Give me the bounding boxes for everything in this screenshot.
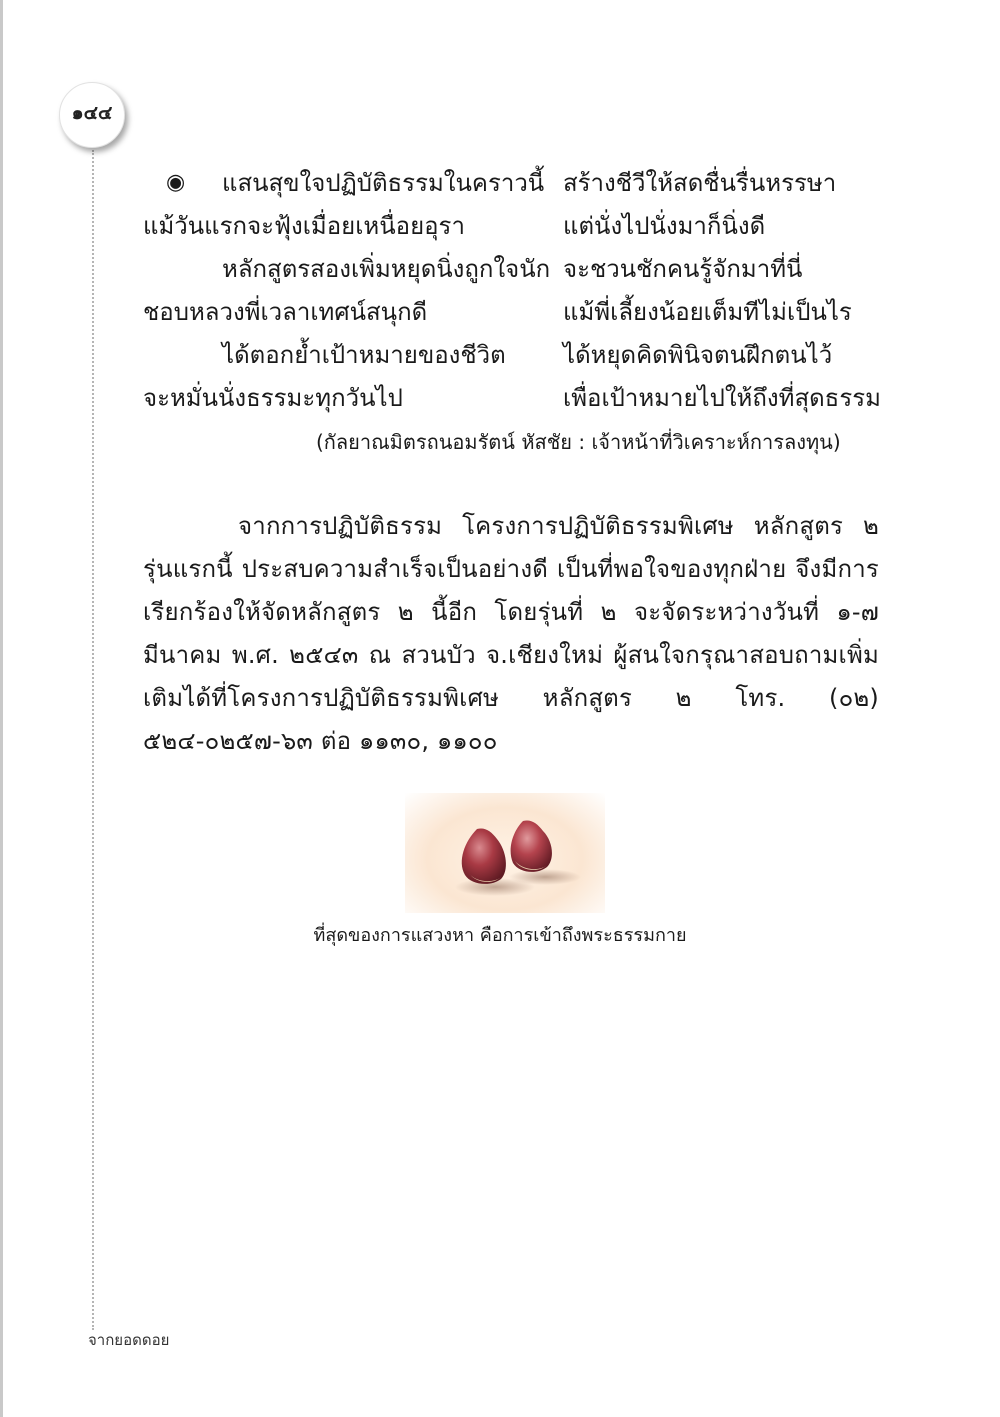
poem-line-1-left: แสนสุขใจปฏิบัติธรรมในคราวนี้ xyxy=(222,169,545,197)
body-paragraph: จากการปฏิบัติธรรม โครงการปฏิบัติธรรมพิเศษ หลักสูตร ๒ รุ่นแรกนี้ ประสบความสำเร็จเป็นอย่างดี เป็นที่พอใจของทุกฝ่าย จึงมีการเรียกร้องให้จัดหลักสูตร ๒ นี้อีก โดยรุ่นที่ ๒ จะจัดระหว่างวันที่ ๑-๗ มีนาคม พ.ศ. ๒๕๔๓ ณ สวนบัว จ.เชียงใหม่ ผู้สนใจกรุณาสอบถามเพิ่มเติมได้ที่โครงการปฏิบัติธรรมพิเศษ หลักสูตร ๒ โทร. (๐๒) ๕๒๔-๐๒๕๗-๖๓ ต่อ ๑๑๓๐, ๑๑๐๐ xyxy=(143,512,879,755)
poem-attribution: (กัลยาณมิตรถนอมรัตน์ หัสชัย : เจ้าหน้าที่วิเคราะห์การลงทุน) xyxy=(316,430,841,454)
poem-line-2-right: แต่นั่งไปนั่งมาก็นิ่งดี xyxy=(563,212,766,240)
image-caption: ที่สุดของการแสวงหา คือการเข้าถึงพระธรรมกาย xyxy=(313,925,687,946)
page-number-badge xyxy=(59,82,125,148)
poem-line-5-left: ได้ตอกย้ำเป้าหมายของชีวิต xyxy=(222,341,506,369)
footer-book-title: จากยอดดอย xyxy=(88,1331,170,1349)
lotus-buds-illustration xyxy=(405,793,605,913)
page-number: ๑๔๔ xyxy=(71,102,113,124)
poem-line-5-right: ได้หยุดคิดพินิจตนฝึกตนไว้ xyxy=(563,341,833,369)
margin-dotted-rule xyxy=(92,150,94,1330)
poem-line-3-left: หลักสูตรสองเพิ่มหยุดนิ่งถูกใจนัก xyxy=(222,255,551,283)
poem-line-6-right: เพื่อเป้าหมายไปให้ถึงที่สุดธรรม xyxy=(563,384,881,412)
poem-line-1-right: สร้างชีวีให้สดชื่นรื่นหรรษา xyxy=(563,169,837,197)
poem-line-6-left: จะหมั่นนั่งธรรมะทุกวันไป xyxy=(143,384,403,412)
poem-line-4-left: ชอบหลวงพี่เวลาเทศน์สนุกดี xyxy=(143,298,428,326)
poem-bullet-icon: ◉ xyxy=(166,170,186,195)
poem-line-3-right: จะชวนชักคนรู้จักมาที่นี่ xyxy=(563,255,803,283)
poem-line-4-right: แม้พี่เลี้ยงน้อยเต็มทีไม่เป็นไร xyxy=(563,298,852,326)
poem-line-2-left: แม้วันแรกจะฟุ้งเมื่อยเหนื่อยอุรา xyxy=(143,212,465,240)
page-edge xyxy=(0,0,3,1417)
lotus-buds-image xyxy=(405,793,605,913)
